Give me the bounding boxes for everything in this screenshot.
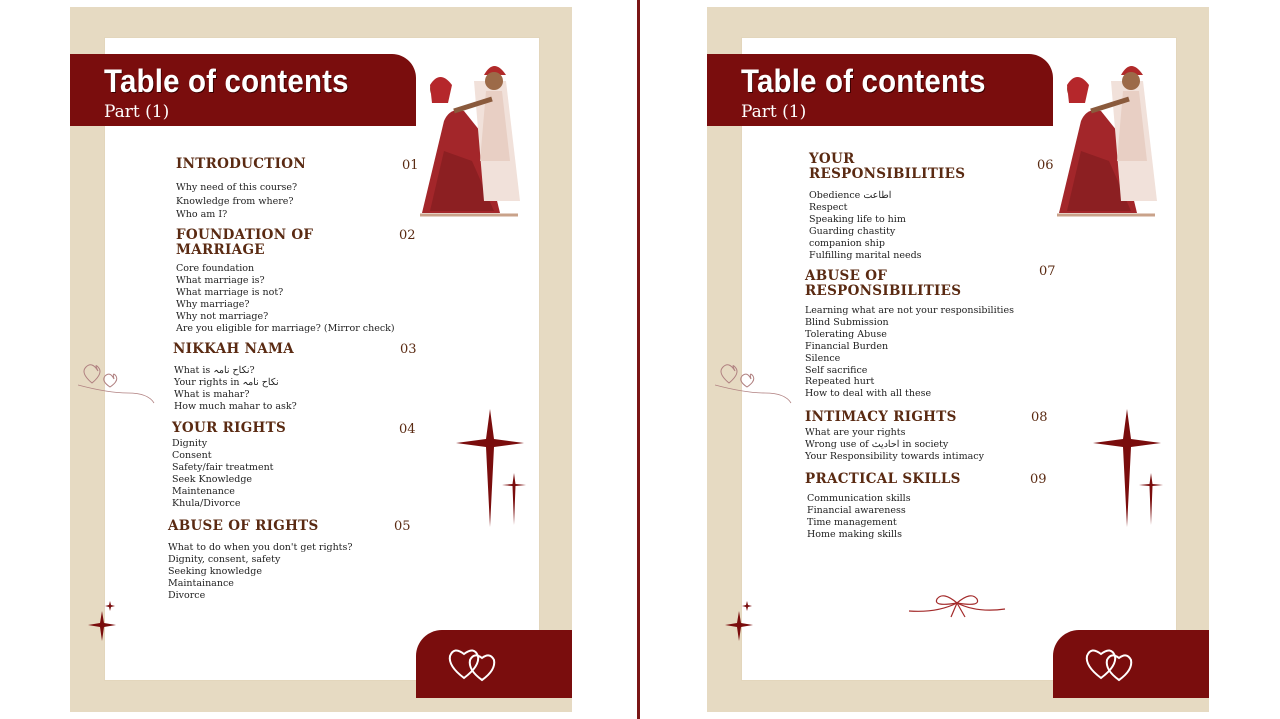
list-item[interactable]: Maintainance: [168, 577, 234, 589]
sparkle-icon: [88, 601, 122, 643]
list-item[interactable]: Consent: [172, 449, 212, 461]
section-number: 04: [399, 422, 416, 437]
hearts-icon: [1083, 644, 1143, 684]
footer-tab: [1053, 630, 1209, 698]
list-item[interactable]: Seek Knowledge: [172, 473, 253, 485]
list-item[interactable]: Who am I?: [176, 209, 228, 220]
list-item[interactable]: Are you eligible for marriage? (Mirror check): [176, 322, 395, 334]
list-item[interactable]: Core foundation: [176, 263, 255, 274]
section-title-practical-skills[interactable]: PRACTICAL SKILLS: [805, 471, 961, 487]
section-title-abuse-of-rights[interactable]: ABUSE OF RIGHTS: [168, 518, 319, 534]
section-number: 05: [394, 519, 411, 534]
section-number: 06: [1037, 158, 1054, 173]
list-item[interactable]: Blind Submission: [805, 316, 889, 328]
list-item[interactable]: Communication skills: [807, 493, 911, 504]
list-item[interactable]: Why marriage?: [176, 298, 250, 310]
list-item[interactable]: Financial awareness: [807, 504, 906, 516]
list-item[interactable]: Speaking life to him: [809, 213, 906, 225]
section-items: [176, 263, 395, 334]
list-item[interactable]: What is نکاح نامہ?: [174, 365, 255, 376]
list-item[interactable]: What is mahar?: [174, 388, 250, 400]
list-item[interactable]: Learning what are not your responsibilities: [805, 305, 1014, 316]
heart-swirl-icon: [78, 357, 158, 407]
list-item[interactable]: What to do when you don't get rights?: [168, 542, 353, 553]
list-item[interactable]: Fulfilling marital needs: [809, 249, 922, 261]
hearts-icon: [446, 644, 506, 684]
list-item[interactable]: Self sacrifice: [805, 364, 868, 376]
couple-illustration: [1051, 51, 1163, 219]
section-title-your-rights[interactable]: YOUR RIGHTS: [172, 420, 287, 436]
list-item[interactable]: Financial Burden: [805, 340, 889, 352]
section-title-intimacy-rights[interactable]: INTIMACY RIGHTS: [805, 409, 957, 425]
page-title: Table of contents: [104, 63, 349, 99]
list-item[interactable]: Your Responsibility towards intimacy: [805, 450, 984, 462]
list-item[interactable]: Dignity: [172, 438, 208, 449]
list-item[interactable]: companion ship: [809, 237, 885, 249]
section-items: [174, 365, 297, 413]
list-item[interactable]: Seeking knowledge: [168, 565, 262, 577]
section-items: [809, 190, 922, 261]
list-item[interactable]: Knowledge from where?: [176, 195, 294, 207]
list-item[interactable]: Khula/Divorce: [172, 497, 241, 509]
sparkle-icon: [1139, 473, 1163, 525]
list-item[interactable]: Divorce: [168, 589, 206, 601]
sparkle-icon: [502, 473, 526, 525]
list-item[interactable]: Obedience اطاعت: [809, 190, 892, 201]
list-item[interactable]: Why not marriage?: [176, 310, 269, 322]
footer-tab: [416, 630, 572, 698]
list-item[interactable]: Time management: [807, 516, 897, 528]
list-item[interactable]: Home making skills: [807, 528, 902, 540]
couple-illustration: [414, 51, 526, 219]
page-subtitle: Part (1): [104, 102, 170, 122]
list-item[interactable]: What marriage is?: [176, 274, 265, 286]
list-item[interactable]: Silence: [805, 352, 841, 364]
list-item[interactable]: How to deal with all these: [805, 388, 932, 400]
section-title-foundation[interactable]: FOUNDATION OF MARRIAGE: [176, 227, 314, 258]
list-item[interactable]: Why need of this course?: [176, 182, 298, 193]
title-banner: [707, 54, 1053, 126]
section-number: 08: [1031, 410, 1048, 425]
list-item[interactable]: Tolerating Abuse: [805, 328, 887, 340]
list-item[interactable]: Dignity, consent, safety: [168, 553, 281, 565]
page-subtitle: Part (1): [741, 102, 807, 122]
section-items: [172, 438, 274, 509]
section-number: 09: [1030, 472, 1047, 487]
list-item[interactable]: Maintenance: [172, 485, 235, 497]
left-page: [70, 7, 572, 712]
list-item[interactable]: Respect: [809, 201, 848, 213]
section-number: 02: [399, 228, 416, 243]
section-items: [805, 427, 984, 463]
list-item[interactable]: Your rights in نکاح نامہ: [174, 376, 279, 388]
list-item[interactable]: Guarding chastity: [809, 225, 896, 237]
section-number: 01: [402, 158, 419, 173]
sparkle-icon: [725, 601, 759, 643]
ribbon-bow-icon: [907, 589, 1007, 619]
section-title-abuse-of-responsibilities[interactable]: ABUSE OF RESPONSIBILITIES: [805, 268, 962, 299]
right-page: [707, 7, 1209, 712]
page-title: Table of contents: [741, 63, 986, 99]
title-banner: [70, 54, 416, 126]
list-item[interactable]: Safety/fair treatment: [172, 461, 274, 473]
section-number: 07: [1039, 264, 1056, 279]
section-title-your-responsibilities[interactable]: YOUR RESPONSIBILITIES: [809, 151, 966, 182]
section-number: 03: [400, 342, 417, 357]
list-item[interactable]: How much mahar to ask?: [174, 400, 297, 412]
heart-swirl-icon: [715, 357, 795, 407]
section-items: [807, 493, 911, 541]
list-item[interactable]: What are your rights: [805, 427, 906, 438]
section-items: [168, 542, 352, 602]
section-items: [176, 181, 297, 222]
list-item[interactable]: What marriage is not?: [176, 286, 284, 298]
section-items: [805, 305, 1014, 400]
list-item[interactable]: Wrong use of احادیث in society: [805, 438, 949, 450]
section-title-introduction[interactable]: INTRODUCTION: [176, 156, 306, 172]
page-divider: [637, 0, 640, 719]
section-title-nikkah-nama[interactable]: NIKKAH NAMA: [173, 341, 295, 357]
list-item[interactable]: Repeated hurt: [805, 376, 875, 388]
